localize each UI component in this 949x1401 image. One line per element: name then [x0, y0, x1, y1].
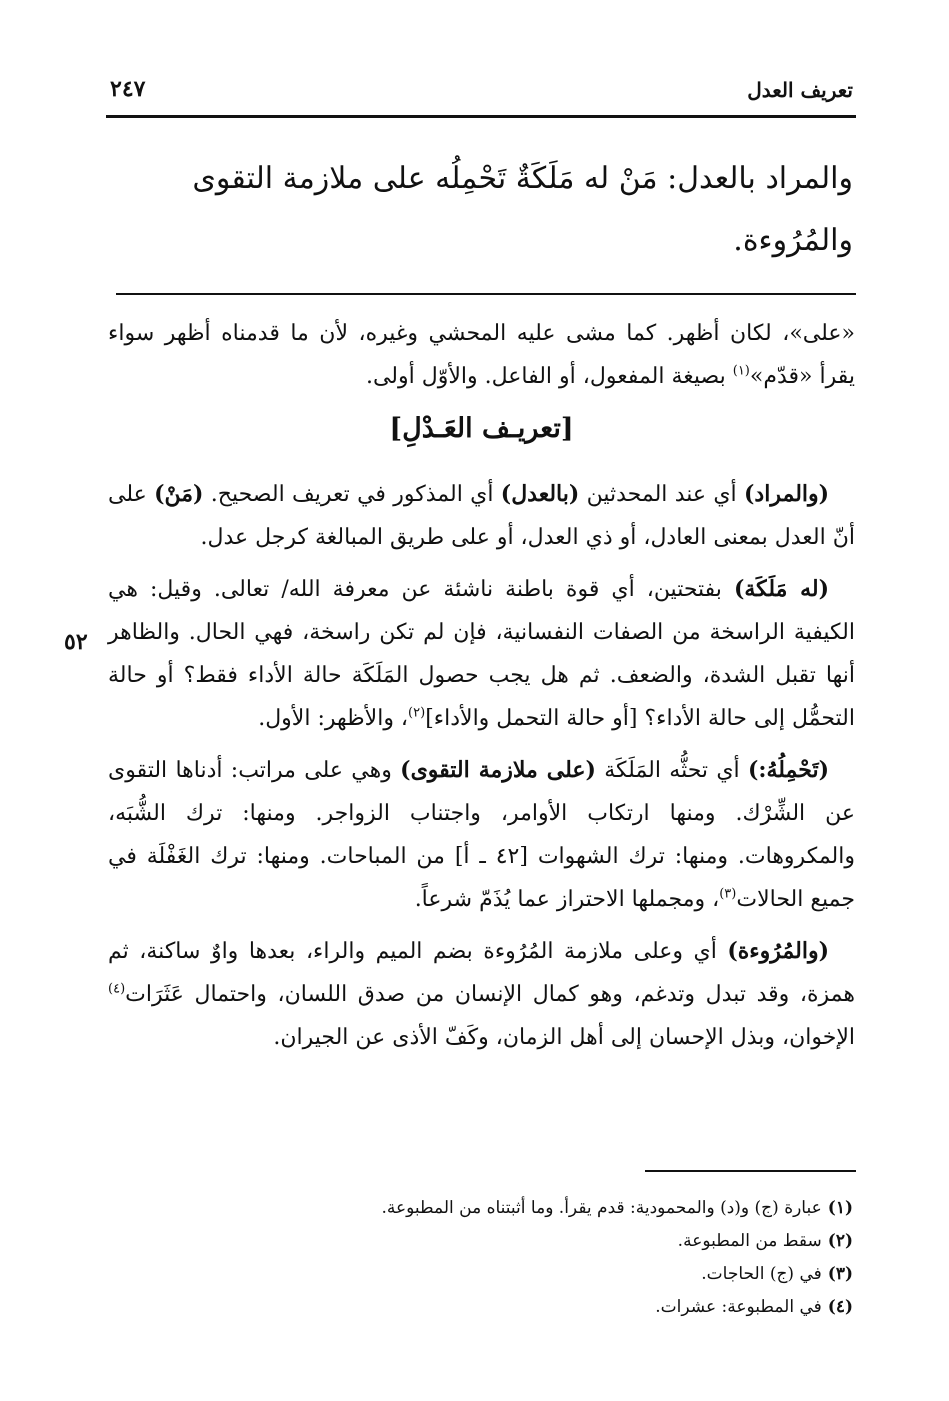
header-rule — [106, 115, 856, 118]
commentary-text-run: وهي على مراتب: أدناها التقوى عن الشِّرْك. ومنها ارتكاب الأوامر، واجتناب الزواجر. ومنها: ترك الشُّبَه، والمكروهات. ومنها: ترك الشهوات [٤٢ ـ أ] من المباحات. ومنها: ترك الغَفْلَة في جميع الحالات — [108, 758, 855, 912]
footnote-ref-3: (٣) — [719, 886, 737, 902]
footnote-number: (٣) — [827, 1264, 853, 1284]
footnote-item — [300, 1258, 853, 1291]
footnote-text: في (ج) الحاجات. — [701, 1264, 822, 1284]
matn-quote: (تَحْمِلُهُ:) — [747, 757, 830, 783]
footnote-item — [300, 1225, 853, 1258]
commentary-paragraph-3 — [108, 749, 855, 921]
footnote-number: (٢) — [827, 1231, 853, 1251]
matn-text — [108, 148, 853, 272]
matn-quote: (والمُرُوءة) — [727, 938, 829, 964]
footnote-ref-2: (٢) — [408, 705, 426, 721]
commentary-text-run: أي المذكور في تعريف الصحيح. — [210, 482, 494, 507]
footnote-number: (١) — [827, 1198, 853, 1218]
matn-line-2: والمُرُوءة. — [733, 223, 853, 258]
commentary-text-run: ، والأظهر: الأول. — [258, 706, 409, 731]
matn-quote: (بالعدل) — [500, 481, 580, 507]
footnote-number: (٤) — [827, 1297, 853, 1317]
matn-separator-rule — [116, 293, 856, 295]
commentary-text — [108, 312, 855, 1068]
commentary-text-run: أي عند المحدثين — [586, 482, 737, 507]
footnotes — [300, 1192, 853, 1324]
manuscript-folio-marker: ٥٢ — [64, 629, 88, 655]
footnote-ref-4: (٤) — [108, 981, 126, 997]
commentary-text-run: أي تحثُّه المَلَكَة — [604, 758, 740, 783]
commentary-p0-rest: بصيغة المفعول، أو الفاعل. والأوّل أولى. — [365, 364, 726, 389]
commentary-text-run: ، ومجملها الاحتراز عما يُذَمّ شرعاً. — [414, 887, 720, 912]
matn-line-1: والمراد بالعدل: مَنْ له مَلَكَةٌ تَحْمِلُه على ملازمة التقوى — [192, 161, 853, 196]
footnote-item — [300, 1192, 853, 1225]
footnote-item — [300, 1291, 853, 1324]
commentary-text-run: الإخوان، وبذل الإحسان إلى أهل الزمان، وكَفّ الأذى عن الجيران. — [273, 1025, 855, 1050]
section-heading: [تعريـف العَـدْلِ] — [389, 413, 574, 444]
commentary-paragraph-1 — [108, 473, 855, 559]
matn-quote: (على ملازمة التقوى) — [400, 757, 596, 783]
matn-quote: (مَنْ) — [154, 481, 204, 507]
commentary-text-run: على أنّ العدل بمعنى العادل، أو ذي العدل، أو على طريق المبالغة كرجل عدل. — [108, 482, 855, 550]
commentary-paragraph-2 — [108, 568, 855, 740]
commentary-text-run: أي وعلى ملازمة المُرُوءة بضم الميم والراء، بعدها واوٌ ساكنة، ثم همزة، وقد تبدل وتدغم، وهو كمال الإنسان من صدق اللسان، واحتمال عَثَرَات — [108, 939, 855, 1007]
commentary-paragraph-0 — [108, 312, 855, 398]
footnote-text: سقط من المطبوعة. — [677, 1231, 822, 1251]
footnote-text: في المطبوعة: عشرات. — [655, 1297, 822, 1317]
commentary-text-run: بفتحتين، أي قوة باطنة ناشئة عن معرفة الله/ تعالى. وقيل: هي الكيفية الراسخة من الصفات النفسانية، فإن لم تكن راسخة، فهي الحال. والظاهر أنها تقبل الشدة، والضعف. ثم هل يجب حصول المَلَكَة حالة الأداء فقط؟ أو حالة التحمُّل إلى حالة الأداء؟ [أو حالة التحمل والأداء] — [108, 577, 855, 731]
page-number: ٢٤٧ — [110, 76, 146, 102]
footnote-rule — [645, 1170, 856, 1172]
commentary-p0-line1: «على»، لكان أظهر. كما مشى عليه المحشي وغيره، لأن ما قدمناه أظهر سواء يقرأ — [108, 321, 855, 389]
commentary-paragraph-4 — [108, 930, 855, 1059]
matn-quote: (والمراد) — [744, 481, 830, 507]
commentary-p0-qaddim: «قدّم» — [749, 364, 813, 389]
running-title: تعريف العدل — [747, 78, 853, 102]
footnote-text: عبارة (ج) و(د) والمحمودية: قدم يقرأ. وما أثبتناه من المطبوعة. — [381, 1198, 822, 1218]
matn-quote: (له مَلَكَة) — [733, 576, 829, 602]
footnote-ref-1: (١) — [732, 363, 750, 379]
